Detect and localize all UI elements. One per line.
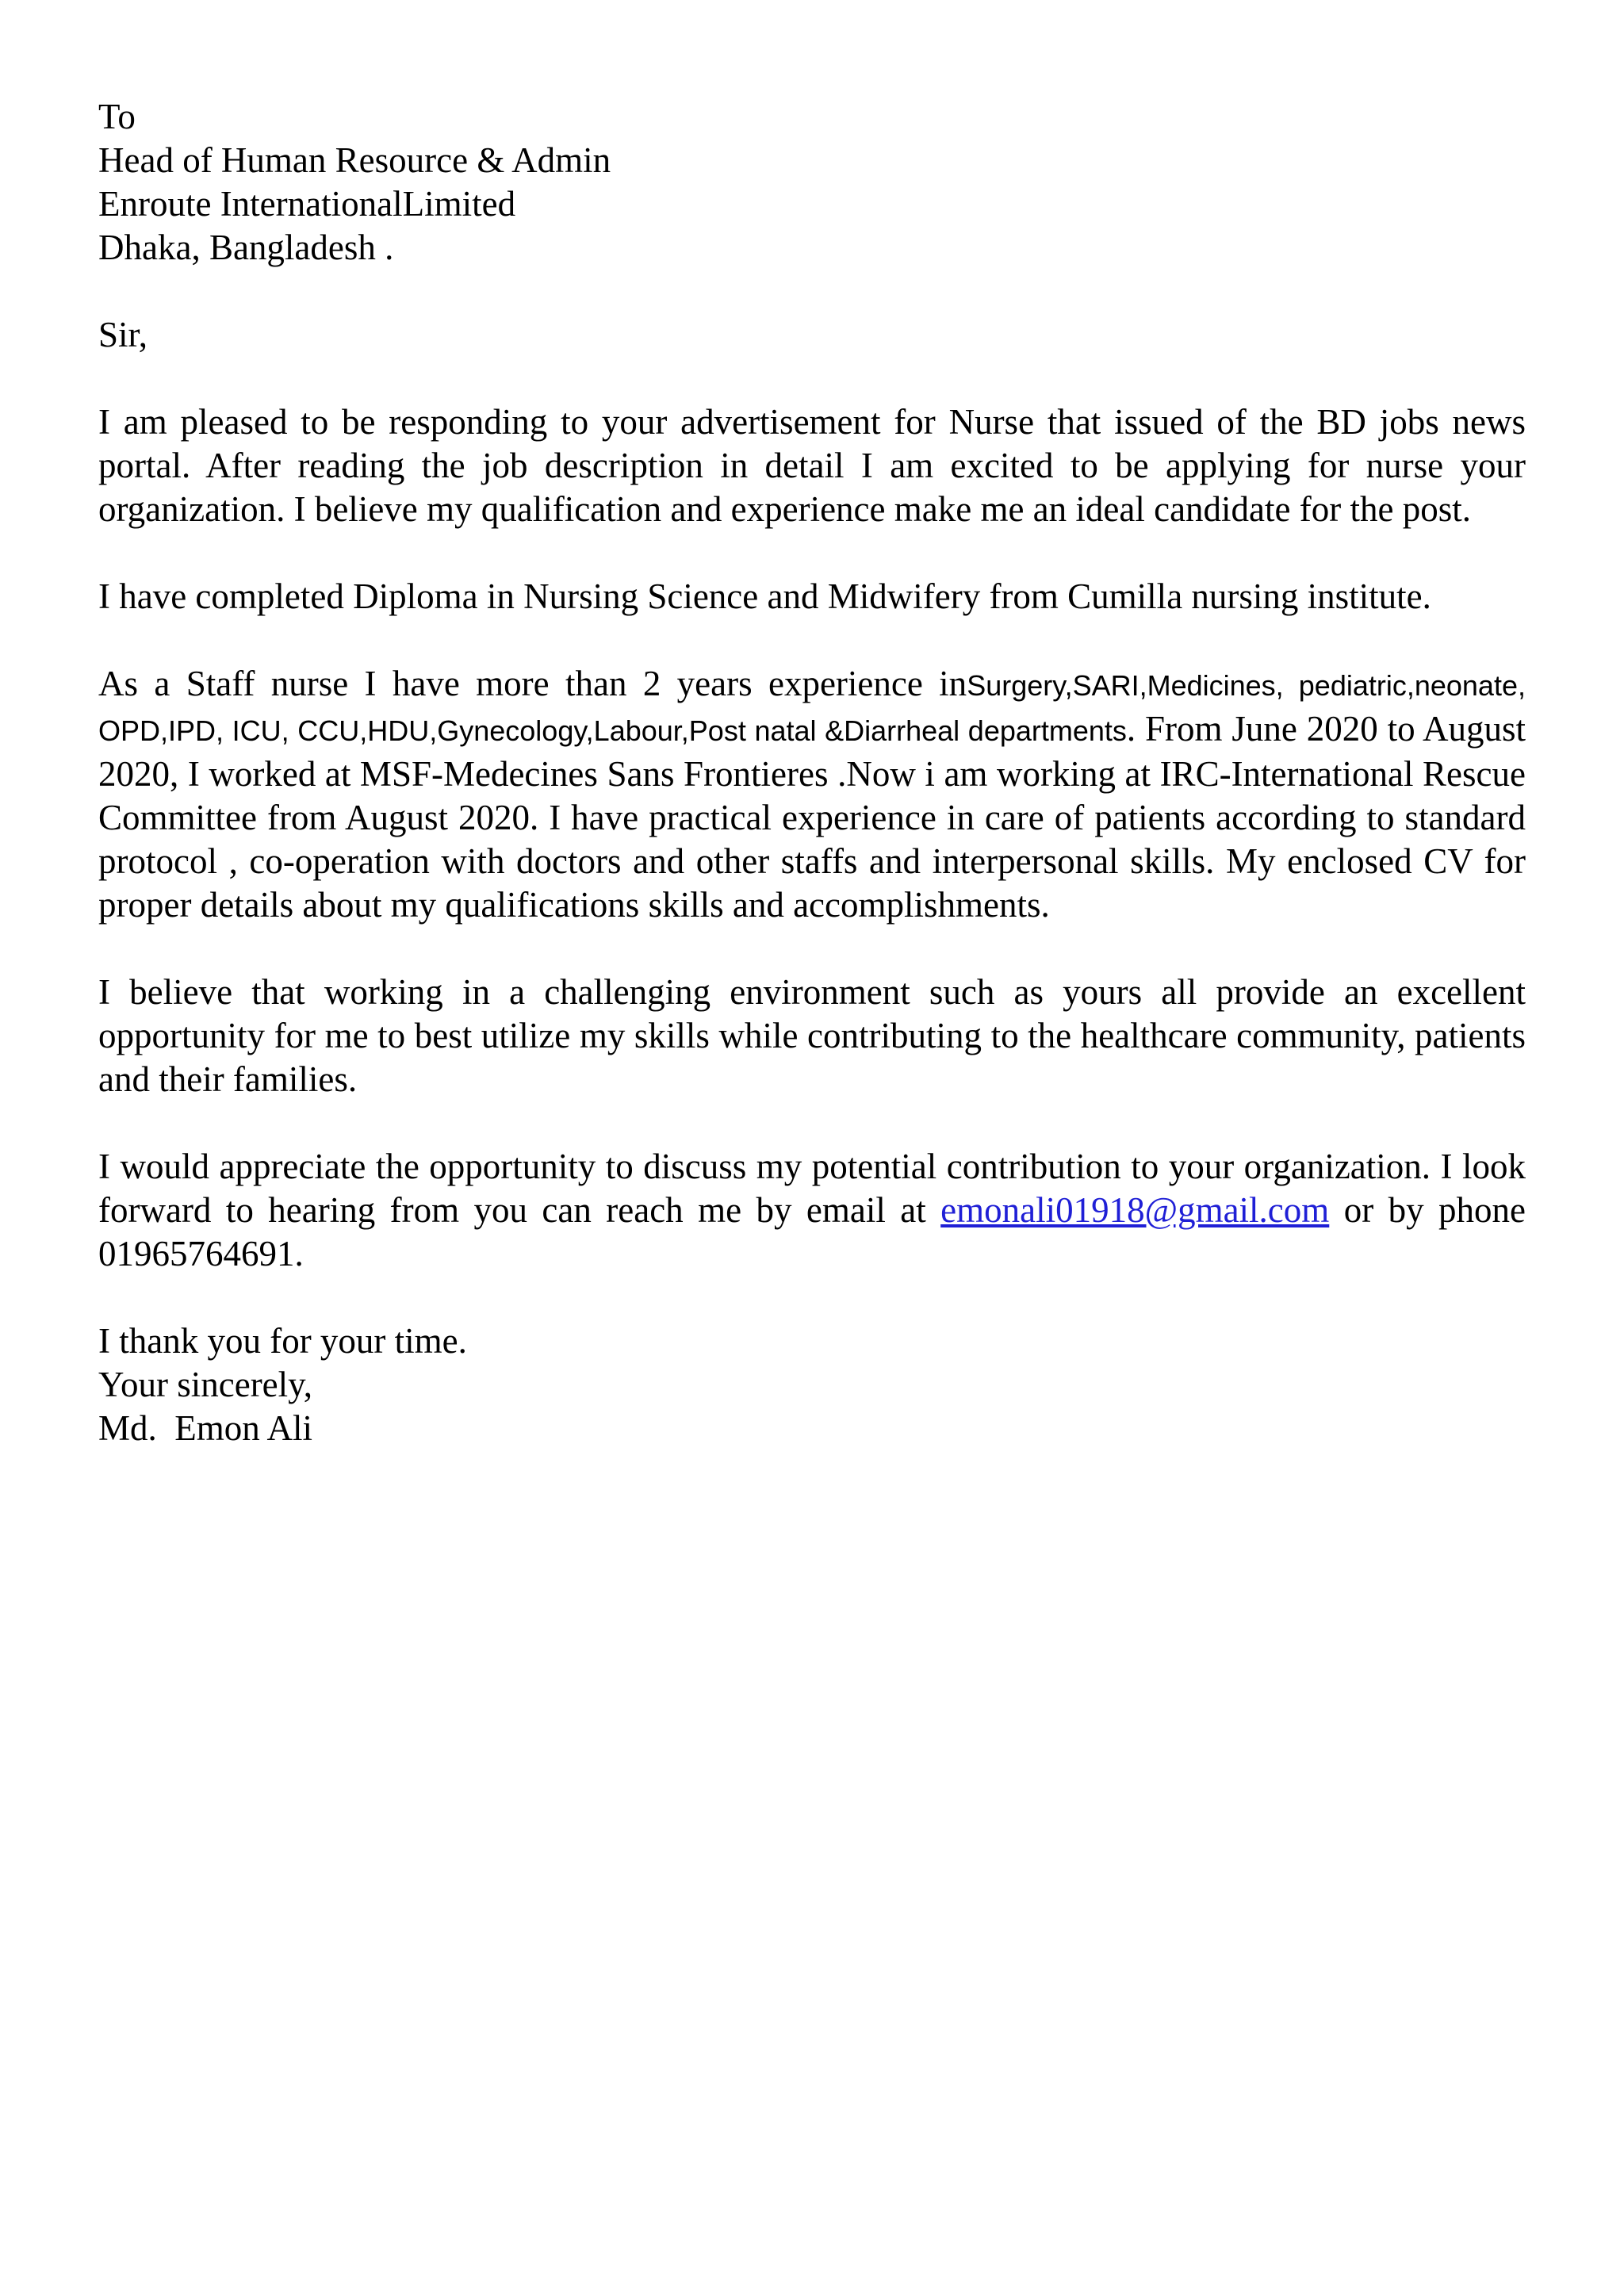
address-line-3: Dhaka, Bangladesh .: [98, 228, 394, 267]
spacer: [98, 357, 1526, 400]
spacer: [98, 618, 1526, 662]
address-line-2: Enroute InternationalLimited: [98, 184, 516, 224]
paragraph-introduction: I am pleased to be responding to your advertisement for Nurse that issued of the BD jobs news portal. After reading the job description in detail I am excited to be applying for nurse your organization. I believe my qualification and experience make me an ideal candidate for the post.: [98, 402, 1526, 529]
signature-name: Md. Emon Ali: [98, 1408, 313, 1448]
experience-intro: As a Staff nurse I have more than 2 years experience in: [98, 664, 967, 703]
closing: [98, 1319, 1526, 1450]
spacer: [98, 927, 1526, 971]
salutation: Sir,: [98, 315, 147, 354]
spacer: [98, 1276, 1526, 1319]
spacer: [98, 531, 1526, 575]
closing-thanks: I thank you for your time.: [98, 1321, 467, 1361]
spacer: [98, 270, 1526, 313]
paragraph-education: I have completed Diploma in Nursing Science and Midwifery from Cumilla nursing institute.: [98, 576, 1431, 616]
paragraph-contact: [98, 1145, 1526, 1276]
paragraph-experience: [98, 662, 1526, 927]
recipient-address: [98, 95, 1526, 270]
contact-phone-text: or by phone 01965764691.: [98, 1190, 1526, 1273]
experience-departments: Surgery,SARI,Medicines, pediatric,neonate, OPD,IPD, ICU, CCU,HDU,Gynecology,Labour,Post natal &Diarrheal departments: [98, 669, 1526, 747]
spacer: [98, 1101, 1526, 1145]
cover-letter: [98, 95, 1526, 1450]
address-to: To: [98, 97, 136, 136]
address-line-1: Head of Human Resource & Admin: [98, 140, 611, 180]
paragraph-motivation: I believe that working in a challenging environment such as yours all provide an excellent opportunity for me to best utilize my skills while contributing to the healthcare community, patients and their families.: [98, 972, 1526, 1099]
contact-text: I would appreciate the opportunity to discuss my potential contribution to your organization. I look forward to hearing from you can reach me by email at: [98, 1147, 1526, 1230]
experience-details: . From June 2020 to August 2020, I worked at MSF-Medecines Sans Frontieres .Now i am working at IRC-International Rescue Committee from August 2020. I have practical experience in care of patients according to standard protocol , co-operation with doctors and other staffs and interpersonal skills. My enclosed CV for proper details about my qualifications skills and accomplishments.: [98, 709, 1526, 925]
closing-signoff: Your sincerely,: [98, 1365, 312, 1404]
email-link[interactable]: emonali01918@gmail.com: [940, 1190, 1330, 1230]
